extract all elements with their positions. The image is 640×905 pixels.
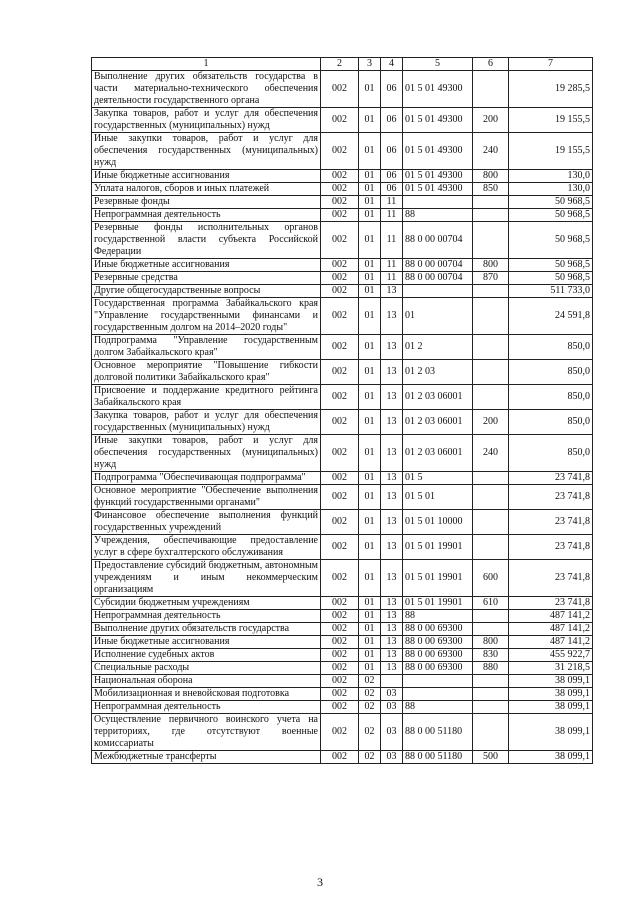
row-subsection-cell: 06 — [381, 108, 403, 133]
row-name-cell: Иные бюджетные ассигнования — [92, 636, 321, 649]
row-amount-cell: 850,0 — [509, 385, 593, 410]
row-subsection-cell: 03 — [381, 701, 403, 714]
table-row — [92, 751, 593, 764]
row-admin-code-cell: 002 — [321, 108, 359, 133]
row-name-cell: Резервные фонды — [92, 196, 321, 209]
row-subsection-cell: 13 — [381, 636, 403, 649]
row-target-article-cell: 01 2 03 06001 — [403, 410, 473, 435]
row-name-cell: Субсидии бюджетным учреждениям — [92, 597, 321, 610]
row-section-cell: 01 — [359, 636, 381, 649]
row-target-article-cell: 01 5 01 19901 — [403, 535, 473, 560]
row-subsection-cell: 13 — [381, 610, 403, 623]
row-admin-code-cell: 002 — [321, 751, 359, 764]
row-admin-code-cell: 002 — [321, 360, 359, 385]
row-amount-cell: 23 741,8 — [509, 597, 593, 610]
row-target-article-cell: 88 — [403, 701, 473, 714]
header-cell-6: 6 — [473, 58, 509, 71]
row-target-article-cell — [403, 196, 473, 209]
row-section-cell: 01 — [359, 222, 381, 259]
row-section-cell: 01 — [359, 485, 381, 510]
row-name-cell: Финансовое обеспечение выполнения функций государственных учреждений — [92, 510, 321, 535]
row-name-cell: Иные бюджетные ассигнования — [92, 259, 321, 272]
row-amount-cell: 23 741,8 — [509, 472, 593, 485]
row-target-article-cell: 01 5 01 49300 — [403, 183, 473, 196]
row-section-cell: 01 — [359, 535, 381, 560]
row-expense-type-cell — [473, 472, 509, 485]
row-subsection-cell: 06 — [381, 133, 403, 170]
row-target-article-cell: 01 2 03 06001 — [403, 385, 473, 410]
row-section-cell: 02 — [359, 714, 381, 751]
table-row — [92, 623, 593, 636]
row-subsection-cell: 13 — [381, 662, 403, 675]
table-row — [92, 71, 593, 108]
row-target-article-cell: 01 5 01 49300 — [403, 108, 473, 133]
table-row — [92, 510, 593, 535]
row-subsection-cell: 11 — [381, 222, 403, 259]
row-subsection-cell: 03 — [381, 688, 403, 701]
table-row — [92, 535, 593, 560]
row-expense-type-cell: 830 — [473, 649, 509, 662]
row-target-article-cell: 88 0 00 69300 — [403, 649, 473, 662]
table-row — [92, 410, 593, 435]
header-cell-4: 4 — [381, 58, 403, 71]
row-target-article-cell: 88 0 00 69300 — [403, 662, 473, 675]
row-admin-code-cell: 002 — [321, 510, 359, 535]
row-target-article-cell: 88 0 00 00704 — [403, 222, 473, 259]
table-row — [92, 196, 593, 209]
row-section-cell: 01 — [359, 597, 381, 610]
row-amount-cell: 19 155,5 — [509, 133, 593, 170]
table-row — [92, 701, 593, 714]
row-target-article-cell: 01 2 — [403, 335, 473, 360]
row-section-cell: 01 — [359, 435, 381, 472]
table-row — [92, 636, 593, 649]
table-row — [92, 335, 593, 360]
row-expense-type-cell — [473, 196, 509, 209]
row-amount-cell: 31 218,5 — [509, 662, 593, 675]
row-expense-type-cell — [473, 714, 509, 751]
row-section-cell: 01 — [359, 298, 381, 335]
row-amount-cell: 487 141,2 — [509, 636, 593, 649]
table-row — [92, 610, 593, 623]
row-expense-type-cell — [473, 510, 509, 535]
row-section-cell: 01 — [359, 649, 381, 662]
row-expense-type-cell: 800 — [473, 259, 509, 272]
row-name-cell: Иные бюджетные ассигнования — [92, 170, 321, 183]
row-admin-code-cell: 002 — [321, 675, 359, 688]
row-target-article-cell: 01 — [403, 298, 473, 335]
row-target-article-cell: 01 2 03 — [403, 360, 473, 385]
row-expense-type-cell — [473, 209, 509, 222]
row-subsection-cell: 13 — [381, 298, 403, 335]
row-expense-type-cell: 600 — [473, 560, 509, 597]
row-name-cell: Закупка товаров, работ и услуг для обеспечения государственных (муниципальных) нужд — [92, 108, 321, 133]
table-row — [92, 298, 593, 335]
row-target-article-cell: 88 — [403, 209, 473, 222]
header-cell-7: 7 — [509, 58, 593, 71]
row-expense-type-cell: 610 — [473, 597, 509, 610]
row-section-cell: 01 — [359, 610, 381, 623]
row-admin-code-cell: 002 — [321, 649, 359, 662]
row-subsection-cell: 13 — [381, 385, 403, 410]
row-expense-type-cell — [473, 623, 509, 636]
row-subsection-cell: 03 — [381, 751, 403, 764]
header-cell-3: 3 — [359, 58, 381, 71]
row-name-cell: Непрограммная деятельность — [92, 209, 321, 222]
table-row — [92, 714, 593, 751]
row-name-cell: Межбюджетные трансферты — [92, 751, 321, 764]
row-name-cell: Предоставление субсидий бюджетным, автономным учреждениям и иным некоммерческим организациям — [92, 560, 321, 597]
row-amount-cell: 130,0 — [509, 183, 593, 196]
row-subsection-cell: 13 — [381, 649, 403, 662]
row-section-cell: 01 — [359, 472, 381, 485]
row-section-cell: 01 — [359, 170, 381, 183]
row-section-cell: 01 — [359, 285, 381, 298]
table-row — [92, 385, 593, 410]
table-row — [92, 272, 593, 285]
table-row — [92, 560, 593, 597]
row-name-cell: Осуществление первичного воинского учета на территориях, где отсутствуют военные комиссариаты — [92, 714, 321, 751]
row-expense-type-cell — [473, 360, 509, 385]
row-name-cell: Резервные средства — [92, 272, 321, 285]
row-expense-type-cell: 880 — [473, 662, 509, 675]
table-row — [92, 688, 593, 701]
row-name-cell: Основное мероприятие "Обеспечение выполнения функций государственными органами" — [92, 485, 321, 510]
row-admin-code-cell: 002 — [321, 285, 359, 298]
row-expense-type-cell — [473, 485, 509, 510]
row-target-article-cell: 01 5 01 10000 — [403, 510, 473, 535]
row-admin-code-cell: 002 — [321, 209, 359, 222]
row-amount-cell: 50 968,5 — [509, 259, 593, 272]
row-admin-code-cell: 002 — [321, 272, 359, 285]
row-name-cell: Иные закупки товаров, работ и услуг для обеспечения государственных (муниципальных) нужд — [92, 133, 321, 170]
row-section-cell: 01 — [359, 410, 381, 435]
row-section-cell: 02 — [359, 701, 381, 714]
row-target-article-cell: 01 2 03 06001 — [403, 435, 473, 472]
row-section-cell: 01 — [359, 272, 381, 285]
row-subsection-cell: 06 — [381, 71, 403, 108]
row-section-cell: 01 — [359, 259, 381, 272]
row-admin-code-cell: 002 — [321, 623, 359, 636]
row-amount-cell: 50 968,5 — [509, 209, 593, 222]
row-target-article-cell: 88 0 00 51180 — [403, 751, 473, 764]
row-name-cell: Подпрограмма "Управление государственным долгом Забайкальского края" — [92, 335, 321, 360]
row-amount-cell: 850,0 — [509, 360, 593, 385]
row-admin-code-cell: 002 — [321, 259, 359, 272]
row-amount-cell: 38 099,1 — [509, 688, 593, 701]
row-expense-type-cell: 870 — [473, 272, 509, 285]
row-target-article-cell: 88 0 00 69300 — [403, 636, 473, 649]
row-expense-type-cell — [473, 222, 509, 259]
row-admin-code-cell: 002 — [321, 688, 359, 701]
row-subsection-cell: 13 — [381, 360, 403, 385]
row-name-cell: Подпрограмма "Обеспечивающая подпрограмма" — [92, 472, 321, 485]
row-section-cell: 01 — [359, 560, 381, 597]
row-admin-code-cell: 002 — [321, 335, 359, 360]
row-name-cell: Исполнение судебных актов — [92, 649, 321, 662]
row-name-cell: Другие общегосударственные вопросы — [92, 285, 321, 298]
row-expense-type-cell: 850 — [473, 183, 509, 196]
row-admin-code-cell: 002 — [321, 714, 359, 751]
row-name-cell: Выполнение других обязательств государства в части материально-технического обеспечения деятельности государственного органа — [92, 71, 321, 108]
table-row — [92, 209, 593, 222]
row-expense-type-cell — [473, 610, 509, 623]
row-amount-cell: 23 741,8 — [509, 510, 593, 535]
table-row — [92, 675, 593, 688]
row-amount-cell: 455 922,7 — [509, 649, 593, 662]
row-section-cell: 01 — [359, 71, 381, 108]
row-admin-code-cell: 002 — [321, 472, 359, 485]
row-subsection-cell: 06 — [381, 170, 403, 183]
row-admin-code-cell: 002 — [321, 597, 359, 610]
row-name-cell: Выполнение других обязательств государства — [92, 623, 321, 636]
header-cell-5: 5 — [403, 58, 473, 71]
header-cell-1: 1 — [92, 58, 321, 71]
header-cell-2: 2 — [321, 58, 359, 71]
table-row — [92, 435, 593, 472]
row-expense-type-cell: 200 — [473, 108, 509, 133]
row-section-cell: 01 — [359, 662, 381, 675]
row-target-article-cell: 88 0 00 00704 — [403, 259, 473, 272]
table-row — [92, 662, 593, 675]
table-body — [92, 58, 593, 764]
row-admin-code-cell: 002 — [321, 662, 359, 675]
row-expense-type-cell — [473, 71, 509, 108]
budget-table — [91, 57, 593, 764]
row-target-article-cell: 88 0 00 00704 — [403, 272, 473, 285]
row-subsection-cell: 13 — [381, 410, 403, 435]
row-admin-code-cell: 002 — [321, 196, 359, 209]
row-target-article-cell: 01 5 01 49300 — [403, 71, 473, 108]
row-subsection-cell — [381, 675, 403, 688]
row-subsection-cell: 13 — [381, 535, 403, 560]
row-amount-cell: 19 285,5 — [509, 71, 593, 108]
row-name-cell: Основное мероприятие "Повышение гибкости долговой политики Забайкальского края" — [92, 360, 321, 385]
row-amount-cell: 23 741,8 — [509, 535, 593, 560]
table-row — [92, 222, 593, 259]
row-amount-cell: 23 741,8 — [509, 560, 593, 597]
row-admin-code-cell: 002 — [321, 133, 359, 170]
row-expense-type-cell: 200 — [473, 410, 509, 435]
row-subsection-cell: 06 — [381, 183, 403, 196]
table-row — [92, 485, 593, 510]
row-name-cell: Закупка товаров, работ и услуг для обеспечения государственных (муниципальных) нужд — [92, 410, 321, 435]
row-subsection-cell: 13 — [381, 560, 403, 597]
row-section-cell: 01 — [359, 133, 381, 170]
row-expense-type-cell — [473, 688, 509, 701]
row-admin-code-cell: 002 — [321, 222, 359, 259]
row-admin-code-cell: 002 — [321, 298, 359, 335]
row-expense-type-cell — [473, 285, 509, 298]
table-row — [92, 133, 593, 170]
row-section-cell: 01 — [359, 209, 381, 222]
row-name-cell: Национальная оборона — [92, 675, 321, 688]
row-section-cell: 01 — [359, 385, 381, 410]
row-target-article-cell: 01 5 01 19901 — [403, 597, 473, 610]
row-target-article-cell: 88 0 00 51180 — [403, 714, 473, 751]
row-subsection-cell: 13 — [381, 485, 403, 510]
row-section-cell: 01 — [359, 623, 381, 636]
row-name-cell: Непрограммная деятельность — [92, 610, 321, 623]
row-subsection-cell: 13 — [381, 623, 403, 636]
table-row — [92, 472, 593, 485]
table-row — [92, 285, 593, 298]
row-target-article-cell: 01 5 — [403, 472, 473, 485]
row-amount-cell: 487 141,2 — [509, 623, 593, 636]
row-amount-cell: 850,0 — [509, 435, 593, 472]
row-expense-type-cell — [473, 335, 509, 360]
row-target-article-cell: 01 5 01 — [403, 485, 473, 510]
row-amount-cell: 19 155,5 — [509, 108, 593, 133]
row-amount-cell: 23 741,8 — [509, 485, 593, 510]
page-number: 3 — [317, 875, 323, 889]
row-amount-cell: 38 099,1 — [509, 701, 593, 714]
row-expense-type-cell: 240 — [473, 435, 509, 472]
row-admin-code-cell: 002 — [321, 535, 359, 560]
row-target-article-cell: 88 — [403, 610, 473, 623]
row-subsection-cell: 13 — [381, 510, 403, 535]
row-admin-code-cell: 002 — [321, 385, 359, 410]
row-expense-type-cell: 800 — [473, 170, 509, 183]
row-expense-type-cell: 800 — [473, 636, 509, 649]
row-name-cell: Мобилизационная и вневойсковая подготовка — [92, 688, 321, 701]
row-target-article-cell — [403, 285, 473, 298]
row-target-article-cell: 01 5 01 19901 — [403, 560, 473, 597]
row-expense-type-cell — [473, 535, 509, 560]
row-expense-type-cell — [473, 675, 509, 688]
row-amount-cell: 487 141,2 — [509, 610, 593, 623]
row-name-cell: Иные закупки товаров, работ и услуг для обеспечения государственных (муниципальных) нужд — [92, 435, 321, 472]
row-subsection-cell: 11 — [381, 209, 403, 222]
row-section-cell: 02 — [359, 675, 381, 688]
row-subsection-cell: 13 — [381, 435, 403, 472]
row-section-cell: 01 — [359, 335, 381, 360]
row-amount-cell: 50 968,5 — [509, 222, 593, 259]
row-target-article-cell: 88 0 00 69300 — [403, 623, 473, 636]
row-amount-cell: 38 099,1 — [509, 751, 593, 764]
row-admin-code-cell: 002 — [321, 636, 359, 649]
row-target-article-cell: 01 5 01 49300 — [403, 170, 473, 183]
row-admin-code-cell: 002 — [321, 610, 359, 623]
row-expense-type-cell: 240 — [473, 133, 509, 170]
row-subsection-cell: 13 — [381, 285, 403, 298]
row-name-cell: Непрограммная деятельность — [92, 701, 321, 714]
row-admin-code-cell: 002 — [321, 560, 359, 597]
row-expense-type-cell — [473, 385, 509, 410]
row-amount-cell: 38 099,1 — [509, 714, 593, 751]
table-row — [92, 259, 593, 272]
row-admin-code-cell: 002 — [321, 485, 359, 510]
row-expense-type-cell — [473, 298, 509, 335]
row-admin-code-cell: 002 — [321, 183, 359, 196]
row-name-cell: Резервные фонды исполнительных органов государственной власти субъекта Российской Федерации — [92, 222, 321, 259]
row-admin-code-cell: 002 — [321, 170, 359, 183]
row-amount-cell: 50 968,5 — [509, 272, 593, 285]
row-name-cell: Уплата налогов, сборов и иных платежей — [92, 183, 321, 196]
row-section-cell: 01 — [359, 360, 381, 385]
table-row — [92, 360, 593, 385]
row-target-article-cell: 01 5 01 49300 — [403, 133, 473, 170]
row-section-cell: 01 — [359, 183, 381, 196]
row-subsection-cell: 11 — [381, 259, 403, 272]
row-admin-code-cell: 002 — [321, 435, 359, 472]
row-subsection-cell: 11 — [381, 196, 403, 209]
table-row — [92, 597, 593, 610]
row-section-cell: 01 — [359, 196, 381, 209]
row-section-cell: 02 — [359, 751, 381, 764]
row-amount-cell: 24 591,8 — [509, 298, 593, 335]
row-amount-cell: 38 099,1 — [509, 675, 593, 688]
row-section-cell: 02 — [359, 688, 381, 701]
row-expense-type-cell — [473, 701, 509, 714]
row-amount-cell: 130,0 — [509, 170, 593, 183]
row-amount-cell: 850,0 — [509, 410, 593, 435]
table-header-row — [92, 58, 593, 71]
row-subsection-cell: 13 — [381, 335, 403, 360]
row-amount-cell: 850,0 — [509, 335, 593, 360]
row-target-article-cell — [403, 675, 473, 688]
row-amount-cell: 50 968,5 — [509, 196, 593, 209]
row-admin-code-cell: 002 — [321, 410, 359, 435]
table-row — [92, 108, 593, 133]
row-name-cell: Специальные расходы — [92, 662, 321, 675]
row-subsection-cell: 11 — [381, 272, 403, 285]
row-section-cell: 01 — [359, 108, 381, 133]
row-section-cell: 01 — [359, 510, 381, 535]
row-name-cell: Учреждения, обеспечивающие предоставление услуг в сфере бухгалтерского обслуживания — [92, 535, 321, 560]
row-subsection-cell: 13 — [381, 472, 403, 485]
row-target-article-cell — [403, 688, 473, 701]
row-subsection-cell: 03 — [381, 714, 403, 751]
row-expense-type-cell: 500 — [473, 751, 509, 764]
row-admin-code-cell: 002 — [321, 701, 359, 714]
table-row — [92, 170, 593, 183]
row-name-cell: Присвоение и поддержание кредитного рейтинга Забайкальского края — [92, 385, 321, 410]
row-subsection-cell: 13 — [381, 597, 403, 610]
row-amount-cell: 511 733,0 — [509, 285, 593, 298]
row-name-cell: Государственная программа Забайкальского края "Управление государственными финансами и государственным долгом на 2014–2020 годы" — [92, 298, 321, 335]
table-row — [92, 183, 593, 196]
table-row — [92, 649, 593, 662]
row-admin-code-cell: 002 — [321, 71, 359, 108]
